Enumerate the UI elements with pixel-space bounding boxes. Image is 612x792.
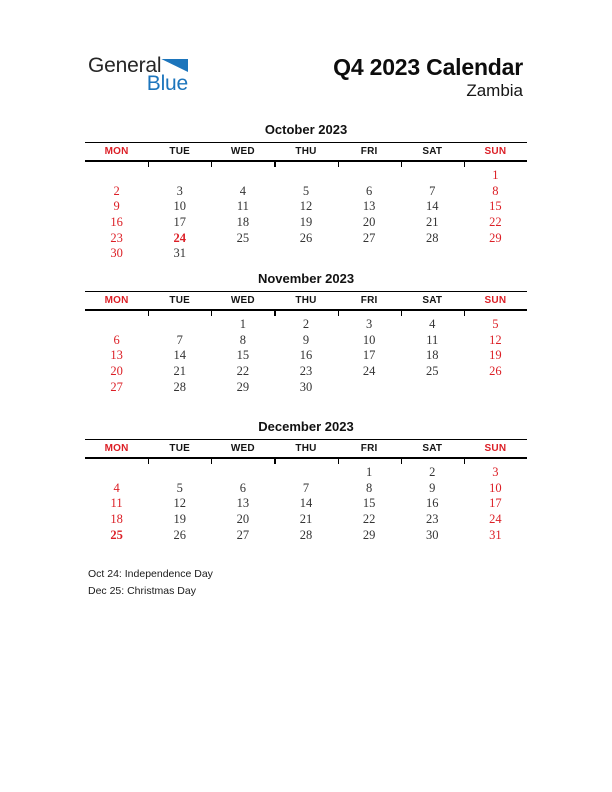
column-tick [274, 311, 275, 316]
day-cell: 1 [366, 465, 373, 479]
day-cell: 9 [302, 332, 310, 347]
empty-cell [338, 168, 401, 184]
weekday-tue: TUE [169, 443, 191, 454]
day-cell: 4 [429, 317, 436, 331]
day-cell: 12 [173, 496, 186, 511]
column-tick [338, 459, 339, 464]
day-cell: 31 [173, 246, 186, 261]
day-cell: 10 [173, 199, 186, 214]
weekday-fri: FRI [360, 295, 378, 306]
day-cell: 5 [176, 480, 183, 495]
day-cell: 27 [110, 379, 123, 394]
month-title: October 2023 [264, 122, 348, 137]
empty-cell [211, 246, 274, 262]
general-blue-logo [88, 55, 188, 94]
day-cell: 22 [362, 512, 376, 527]
day-cell: 25 [110, 527, 123, 542]
column-tick [148, 459, 149, 464]
logo-triangle-icon [161, 59, 188, 72]
empty-cell [211, 168, 274, 184]
logo-text-blue: Blue [146, 72, 188, 95]
weekday-wed: WED [230, 443, 255, 454]
day-cell: 13 [110, 348, 123, 363]
day-cell: 30 [426, 527, 439, 542]
day-cell: 12 [299, 199, 313, 214]
month-november [85, 271, 527, 395]
weekday-tue: TUE [169, 146, 191, 157]
day-cell: 8 [366, 480, 373, 495]
column-ticks [85, 459, 527, 464]
weekday-thu: THU [295, 146, 317, 157]
empty-cell [85, 168, 148, 184]
day-cell: 17 [173, 215, 186, 230]
day-cell: 16 [426, 496, 439, 511]
column-tick [464, 162, 465, 167]
day-cell: 2 [302, 317, 310, 331]
weekday-tue: TUE [169, 295, 191, 306]
day-cell: 19 [299, 215, 313, 230]
column-tick [338, 311, 339, 316]
empty-cell [338, 246, 401, 262]
weekday-sun: SUN [484, 443, 507, 454]
title-block [333, 54, 523, 101]
day-cell: 11 [110, 496, 123, 511]
day-cell: 30 [299, 379, 313, 394]
day-cell: 7 [176, 332, 183, 347]
day-cell: 24 [362, 364, 376, 379]
empty-cell [464, 380, 527, 396]
column-tick [464, 459, 465, 464]
day-cell: 27 [236, 527, 250, 542]
day-cell: 20 [362, 215, 376, 230]
day-cell: 11 [236, 199, 249, 214]
day-cell: 1 [492, 168, 499, 182]
day-cell: 27 [362, 230, 376, 245]
day-cell: 14 [173, 348, 186, 363]
day-cell: 28 [426, 230, 439, 245]
day-cell: 21 [173, 364, 186, 379]
day-cell: 13 [362, 199, 376, 214]
day-cell: 17 [489, 496, 502, 511]
logo-text-general: General [88, 54, 162, 77]
day-cell: 7 [302, 480, 310, 495]
weekday-thu: THU [295, 443, 317, 454]
day-cell: 8 [239, 332, 246, 347]
day-cell: 4 [239, 183, 246, 198]
day-cell: 31 [489, 527, 502, 542]
weekday-thu: THU [295, 295, 317, 306]
column-ticks [85, 162, 527, 167]
column-ticks [85, 311, 527, 316]
day-cell: 30 [110, 246, 123, 261]
column-tick [401, 459, 402, 464]
day-cell: 28 [173, 379, 186, 394]
day-cell: 6 [366, 183, 373, 198]
day-cell: 19 [173, 512, 186, 527]
day-cell: 15 [236, 348, 250, 363]
column-tick [211, 162, 212, 167]
page-title: Q4 2023 Calendar [333, 54, 523, 80]
day-cell: 12 [489, 332, 502, 347]
column-tick [401, 311, 402, 316]
column-tick [211, 459, 212, 464]
weekday-header-row [85, 142, 527, 162]
day-cell: 2 [113, 183, 120, 198]
empty-cell [401, 380, 464, 396]
day-cell: 26 [299, 230, 313, 245]
day-cell: 29 [236, 379, 250, 394]
day-cell: 23 [110, 230, 123, 245]
day-cell: 11 [426, 332, 439, 347]
day-cell: 3 [176, 183, 183, 198]
days-grid [85, 317, 527, 395]
holiday-legend [88, 566, 213, 599]
day-cell: 23 [299, 364, 313, 379]
day-cell: 23 [426, 512, 439, 527]
month-title: December 2023 [258, 419, 354, 434]
day-cell: 26 [173, 527, 186, 542]
day-cell: 24 [173, 230, 186, 245]
page-subtitle: Zambia [466, 81, 523, 100]
empty-cell [274, 246, 337, 262]
empty-cell [464, 246, 527, 262]
empty-cell [401, 246, 464, 262]
day-cell: 6 [239, 480, 246, 495]
day-cell: 18 [426, 348, 439, 363]
day-cell: 9 [113, 199, 120, 214]
day-cell: 22 [236, 364, 250, 379]
weekday-mon: MON [104, 295, 129, 306]
day-cell: 8 [492, 183, 499, 198]
day-cell: 17 [362, 348, 376, 363]
day-cell: 5 [302, 183, 310, 198]
day-cell: 24 [489, 512, 502, 527]
day-cell: 25 [236, 230, 250, 245]
empty-cell [211, 465, 274, 481]
day-cell: 15 [489, 199, 502, 214]
day-cell: 18 [236, 215, 250, 230]
weekday-mon: MON [104, 146, 129, 157]
weekday-sun: SUN [484, 146, 507, 157]
days-grid [85, 465, 527, 543]
weekday-mon: MON [104, 443, 129, 454]
day-cell: 6 [113, 332, 120, 347]
weekday-header-row [85, 291, 527, 311]
column-tick [274, 459, 275, 464]
weekday-sun: SUN [484, 295, 507, 306]
weekday-sat: SAT [422, 443, 443, 454]
weekday-header-row [85, 439, 527, 459]
day-cell: 21 [426, 215, 439, 230]
days-grid [85, 168, 527, 262]
weekday-wed: WED [230, 146, 255, 157]
legend-item-christmas-day: Dec 25: Christmas Day [88, 584, 196, 597]
legend-item-independence-day: Oct 24: Independence Day [88, 568, 213, 580]
weekday-wed: WED [230, 295, 255, 306]
weekday-fri: FRI [360, 146, 378, 157]
day-cell: 10 [362, 332, 376, 347]
empty-cell [274, 168, 337, 184]
weekday-fri: FRI [360, 443, 378, 454]
month-october [85, 122, 527, 262]
day-cell: 1 [239, 317, 246, 331]
month-title: November 2023 [257, 271, 355, 286]
month-december [85, 419, 527, 543]
day-cell: 4 [113, 480, 120, 495]
empty-cell [148, 168, 211, 184]
day-cell: 20 [110, 364, 123, 379]
day-cell: 26 [489, 364, 502, 379]
empty-cell [148, 465, 211, 481]
day-cell: 3 [492, 465, 499, 479]
day-cell: 10 [489, 480, 502, 495]
day-cell: 20 [236, 512, 250, 527]
day-cell: 29 [489, 230, 502, 245]
column-tick [401, 162, 402, 167]
day-cell: 7 [429, 183, 436, 198]
column-tick [211, 311, 212, 316]
day-cell: 16 [110, 215, 123, 230]
day-cell: 25 [426, 364, 439, 379]
day-cell: 15 [362, 496, 376, 511]
empty-cell [274, 465, 337, 481]
day-cell: 5 [492, 317, 499, 331]
day-cell: 13 [236, 496, 250, 511]
day-cell: 2 [429, 465, 436, 479]
empty-cell [148, 317, 211, 333]
empty-cell [85, 317, 148, 333]
column-tick [148, 162, 149, 167]
weekday-sat: SAT [422, 295, 443, 306]
day-cell: 22 [489, 215, 502, 230]
day-cell: 3 [366, 317, 373, 331]
day-cell: 18 [110, 512, 123, 527]
day-cell: 9 [429, 480, 436, 495]
column-tick [338, 162, 339, 167]
day-cell: 21 [299, 512, 313, 527]
day-cell: 29 [362, 527, 376, 542]
day-cell: 16 [299, 348, 313, 363]
day-cell: 28 [299, 527, 313, 542]
column-tick [274, 162, 275, 167]
weekday-sat: SAT [422, 146, 443, 157]
column-tick [464, 311, 465, 316]
day-cell: 19 [489, 348, 502, 363]
empty-cell [338, 380, 401, 396]
empty-cell [85, 465, 148, 481]
empty-cell [401, 168, 464, 184]
day-cell: 14 [299, 496, 313, 511]
day-cell: 14 [426, 199, 439, 214]
column-tick [148, 311, 149, 316]
